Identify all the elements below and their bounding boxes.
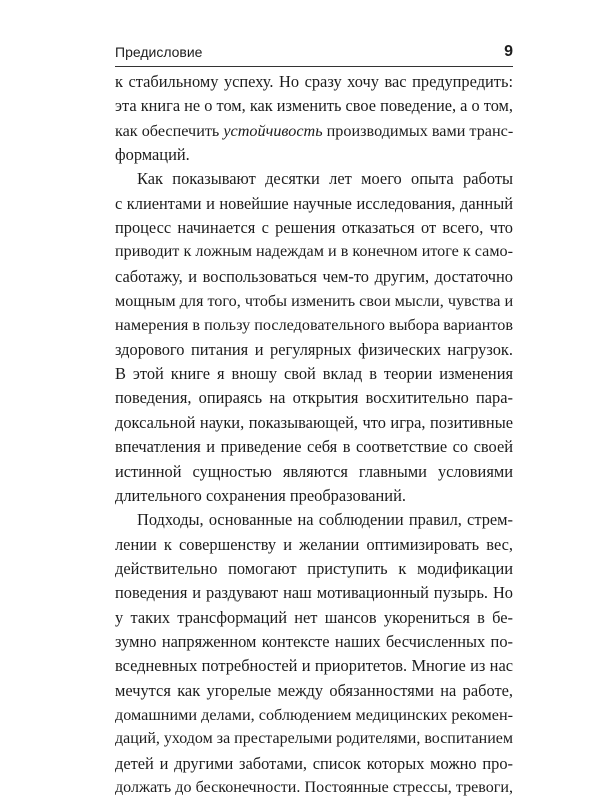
paragraph bbox=[115, 167, 513, 508]
text-line: саботажу, и воспользоваться чем-то другим, достаточно bbox=[115, 266, 513, 286]
text-run: производимых вами транс- bbox=[322, 121, 514, 140]
text-line: действительно помогают приступить к модификации bbox=[115, 558, 513, 578]
text-line: приводит к ложным надеждам и в конечном итоге к само- bbox=[115, 243, 513, 261]
page-number: 9 bbox=[504, 43, 513, 60]
text-line: Подходы, основанные на соблюдении правил, стрем- bbox=[137, 510, 513, 530]
text-line: Как показывают десятки лет моего опыта работы bbox=[137, 169, 513, 189]
text-line: зумно напряженном контексте наших бесчисленных по- bbox=[115, 631, 513, 651]
text-run: как обеспечить bbox=[115, 121, 224, 140]
text-line: у таких трансформаций нет шансов укорениться в бе- bbox=[115, 607, 513, 627]
text-line: истинной сущностью являются главными условиями bbox=[115, 461, 513, 481]
text-line: эта книга не о том, как изменить свое поведение, а о том, bbox=[115, 96, 513, 116]
text-line: лении к совершенству и желании оптимизировать вес, bbox=[115, 534, 513, 554]
text-line: должать до бесконечности. Постоянные стрессы, тревоги, bbox=[115, 778, 513, 796]
page-header bbox=[115, 43, 513, 67]
text-line: домашними делами, соблюдением медицинских рекомен- bbox=[115, 705, 513, 724]
body-text bbox=[115, 70, 513, 800]
text-line: с клиентами и новейшие научные исследования, данный bbox=[115, 193, 513, 213]
text-line: впечатления и приведение себя в соответствие со своей bbox=[115, 437, 513, 457]
emphasis: устойчивость bbox=[223, 121, 323, 140]
running-head: Предисловие bbox=[115, 44, 203, 60]
text-line: к стабильному успеху. Но сразу хочу вас предупредить: bbox=[115, 72, 513, 91]
text-line: длительного сохранения преобразований. bbox=[115, 485, 406, 505]
text-line: доксальной науки, показывающей, что игра, позитивные bbox=[115, 412, 513, 432]
text-line: даций, уходом за престарелыми родителями, воспитанием bbox=[115, 730, 513, 748]
text-line: процесс начинается с решения отказаться от всего, что bbox=[115, 218, 513, 238]
text-line: В этой книге я вношу свой вклад в теории изменения bbox=[115, 364, 513, 384]
header-rule bbox=[115, 66, 513, 67]
text-line: детей и другими заботами, список которых можно про- bbox=[115, 753, 513, 773]
text-line: вседневных потребностей и приоритетов. Многие из нас bbox=[115, 656, 513, 676]
text-line: поведения и раздувают наш мотивационный пузырь. Но bbox=[115, 583, 513, 603]
paragraph bbox=[115, 508, 513, 800]
text-line: формаций. bbox=[115, 145, 190, 165]
text-line: здорового питания и регулярных физических нагрузок. bbox=[115, 339, 513, 359]
text-line bbox=[115, 119, 513, 143]
text-line: намерения в пользу последовательного выбора вариантов bbox=[115, 316, 514, 335]
text-line: мощным для того, чтобы изменить свои мысли, чувства и bbox=[115, 292, 514, 311]
text-line: мечутся как угорелые между обязанностями на работе, bbox=[115, 680, 513, 700]
text-line: поведения, опираясь на открытия восхитительно пара- bbox=[115, 388, 513, 408]
paragraph bbox=[115, 70, 513, 167]
